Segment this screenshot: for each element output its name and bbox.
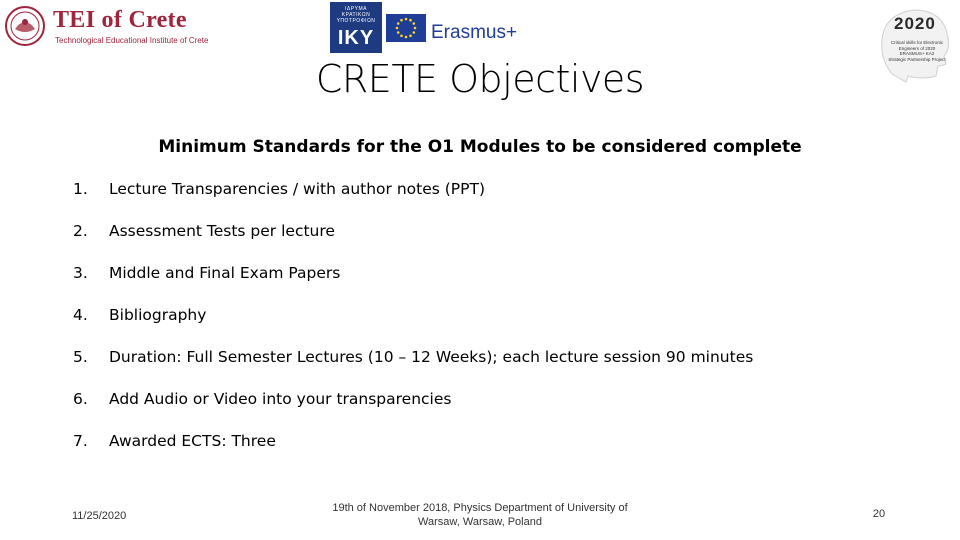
list-item-number: 6. (73, 390, 88, 408)
list-item-text: Middle and Final Exam Papers (109, 264, 341, 282)
project-logo-line: ERASMUS+ KA2 (899, 51, 935, 56)
list-item (73, 180, 933, 222)
footer-event-line: 19th of November 2018, Physics Department of University of (332, 502, 628, 514)
list-item-number: 5. (73, 348, 88, 366)
list-item-text: Bibliography (109, 306, 207, 324)
list-item (73, 306, 933, 348)
list-item-text: Awarded ECTS: Three (109, 432, 276, 450)
tei-crete-logo (3, 5, 208, 47)
project-logo-line: Engineers of 2020 (898, 45, 936, 51)
iky-logo-line: ΙΔΡΥΜΑ (345, 6, 367, 12)
list-item-number: 2. (73, 222, 88, 240)
footer-event-line: Warsaw, Warsaw, Poland (418, 516, 542, 528)
slide-title: CRETE Objectives (315, 57, 645, 101)
objectives-list (73, 180, 933, 474)
list-item-text: Add Audio or Video into your transparencies (109, 390, 452, 408)
list-item-text: Assessment Tests per lecture (109, 222, 335, 240)
iky-logo-line: ΚΡΑΤΙΚΩΝ (341, 12, 371, 18)
footer-date: 11/25/2020 (72, 510, 127, 522)
iky-logo (330, 2, 382, 53)
slide-number: 20 (872, 508, 886, 520)
list-item (73, 222, 933, 264)
tei-logo-name: TEI of Crete (53, 7, 187, 33)
slide-subtitle: Minimum Standards for the O1 Modules to be considered complete (158, 137, 802, 157)
list-item-number: 3. (73, 264, 88, 282)
list-item-number: 7. (73, 432, 88, 450)
footer-event (310, 501, 650, 529)
iky-logo-small-text (330, 6, 382, 24)
project-logo-line: Strategic Partnership Project (888, 56, 946, 62)
iky-logo-line: ΥΠΟΤΡΟΦΙΩΝ (336, 18, 376, 24)
list-item (73, 432, 933, 474)
iky-logo-big-text: IKY (337, 27, 375, 49)
list-item-text: Lecture Transparencies / with author notes (PPT) (109, 180, 486, 198)
list-item-number: 1. (73, 180, 88, 198)
list-item (73, 264, 933, 306)
eu-flag-icon (386, 14, 426, 42)
project-logo-line: Critical skills for Electronic (890, 40, 944, 45)
list-item (73, 348, 933, 390)
tei-logo-subtitle: Technological Educational Institute of Crete (55, 36, 209, 45)
project-logo-year: 2020 (894, 14, 936, 33)
list-item-number: 4. (73, 306, 88, 324)
tei-seal-icon (3, 5, 47, 47)
erasmus-logo-text: Erasmus+ (431, 22, 518, 43)
list-item (73, 390, 933, 432)
list-item-text: Duration: Full Semester Lectures (10 – 12 Weeks); each lecture session 90 minutes (109, 348, 754, 366)
